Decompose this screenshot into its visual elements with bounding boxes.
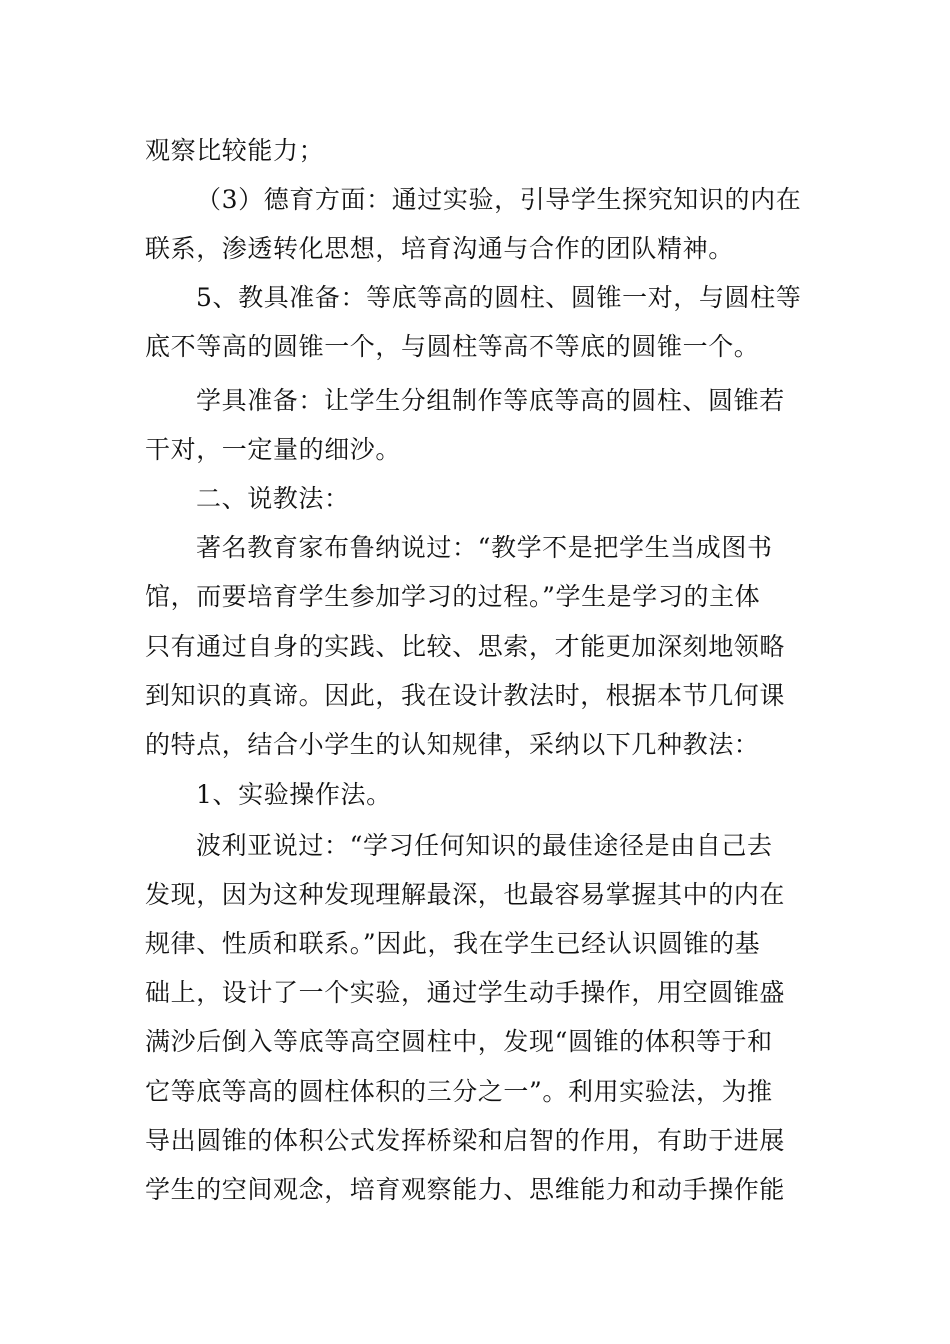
text-line: 学生的空间观念，培育观察能力、思维能力和动手操作能 xyxy=(145,1175,786,1204)
text-line: 础上，设计了一个实验，通过学生动手操作，用空圆锥盛 xyxy=(145,978,786,1007)
text-line: 只有通过自身的实践、比较、思索，才能更加深刻地领略 xyxy=(145,632,786,661)
text-line: 干对，一定量的细沙。 xyxy=(145,435,402,464)
text-line: 波利亚说过：“学习任何知识的最佳途径是由自己去 xyxy=(196,831,773,860)
text-line: （3）德育方面：通过实验，引导学生探究知识的内在 xyxy=(196,185,802,214)
section-heading: 二、说教法： xyxy=(196,484,350,513)
text-line: 到知识的真谛。因此，我在设计教法时，根据本节几何课 xyxy=(145,681,786,710)
text-line: 导出圆锥的体积公式发挥桥梁和启智的作用，有助于进展 xyxy=(145,1126,786,1155)
text-line: 规律、性质和联系。”因此，我在学生已经认识圆锥的基 xyxy=(145,929,761,958)
text-line: 它等底等高的圆柱体积的三分之一”。利用实验法，为推 xyxy=(145,1077,773,1106)
text-line: 馆，而要培育学生参加学习的过程。”学生是学习的主体 xyxy=(145,582,761,611)
text-line: 的特点，结合小学生的认知规律，采纳以下几种教法： xyxy=(145,730,760,759)
text-line: 著名教育家布鲁纳说过：“教学不是把学生当成图书 xyxy=(196,533,773,562)
subheading: 1、实验操作法。 xyxy=(196,780,392,809)
text-line: 5、教具准备：等底等高的圆柱、圆锥一对，与圆柱等 xyxy=(196,283,802,312)
text-line: 观察比较能力； xyxy=(145,136,325,165)
text-line: 满沙后倒入等底等高空圆柱中，发现“圆锥的体积等于和 xyxy=(145,1027,773,1056)
text-line: 底不等高的圆锥一个，与圆柱等高不等底的圆锥一个。 xyxy=(145,332,760,361)
text-line: 联系，渗透转化思想，培育沟通与合作的团队精神。 xyxy=(145,234,734,263)
text-line: 学具准备：让学生分组制作等底等高的圆柱、圆锥若 xyxy=(196,386,785,415)
text-line: 发现，因为这种发现理解最深，也最容易掌握其中的内在 xyxy=(145,880,786,909)
